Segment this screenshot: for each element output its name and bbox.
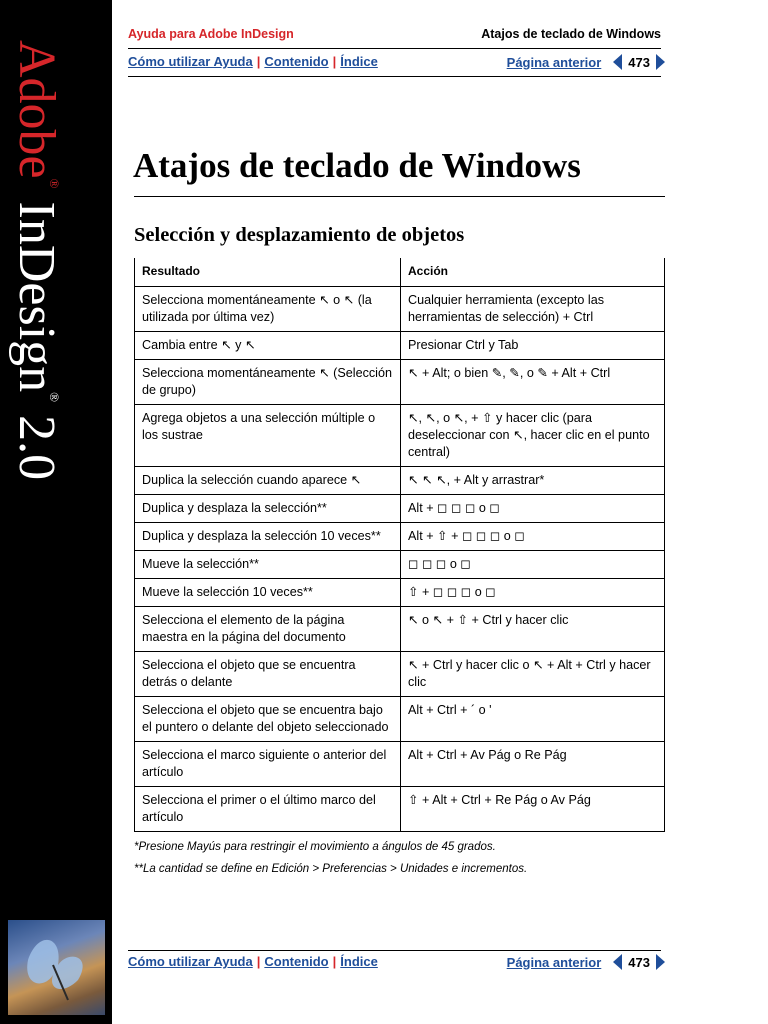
butterfly-thumbnail (8, 920, 105, 1015)
action-cell: ⇧ + ◻ ◻ ◻ o ◻ (401, 579, 665, 607)
top-navigation (128, 54, 665, 74)
header-section-title: Atajos de teclado de Windows (481, 27, 661, 41)
table-row (135, 579, 665, 607)
footnote: **La cantidad se define en Edición > Preferencias > Unidades e incrementos. (134, 863, 528, 875)
result-cell: Cambia entre ↖ y ↖ (135, 332, 401, 360)
shortcuts-table (134, 258, 665, 832)
result-cell: Selecciona el primer o el último marco del artículo (135, 787, 401, 832)
page-number: 473 (628, 954, 650, 970)
previous-page-arrow-icon[interactable] (613, 54, 622, 70)
bottom-navigation (128, 954, 665, 974)
next-page-arrow-icon[interactable] (656, 54, 665, 70)
result-cell: Duplica la selección cuando aparece ↖ (135, 467, 401, 495)
result-cell: Duplica y desplaza la selección 10 veces** (135, 523, 401, 551)
title-rule (134, 196, 665, 197)
table-row (135, 360, 665, 405)
action-cell: Alt + ⇧ + ◻ ◻ ◻ o ◻ (401, 523, 665, 551)
action-cell: ◻ ◻ ◻ o ◻ (401, 551, 665, 579)
action-cell: ↖ + Alt; o bien ✎, ✎, o ✎ + Alt + Ctrl (401, 360, 665, 405)
brand-adobe: Adobe (8, 40, 65, 179)
brand-registered: ® (47, 178, 62, 189)
footer-rule (128, 950, 661, 951)
action-cell: ⇧ + Alt + Ctrl + Re Pág o Av Pág (401, 787, 665, 832)
table-row (135, 787, 665, 832)
brand-registered-2: ® (47, 392, 62, 403)
result-cell: Selecciona el marco siguiente o anterior del artículo (135, 742, 401, 787)
brand-product: InDesign (8, 188, 65, 393)
action-cell: Alt + ◻ ◻ ◻ o ◻ (401, 495, 665, 523)
next-page-arrow-icon[interactable] (656, 954, 665, 970)
nav-rule (128, 76, 661, 77)
help-link[interactable]: Cómo utilizar Ayuda (128, 54, 253, 69)
table-header-row (135, 258, 665, 287)
action-cell: Cualquier herramienta (excepto las herramientas de selección) + Ctrl (401, 287, 665, 332)
action-cell: ↖ + Ctrl y hacer clic o ↖ + Alt + Ctrl y hacer clic (401, 652, 665, 697)
page-number: 473 (628, 54, 650, 70)
result-cell: Selecciona momentáneamente ↖ (Selección de grupo) (135, 360, 401, 405)
result-cell: Selecciona momentáneamente ↖ o ↖ (la utilizada por última vez) (135, 287, 401, 332)
table-row (135, 405, 665, 467)
table-row (135, 551, 665, 579)
brand-logo (8, 40, 65, 481)
table-row (135, 467, 665, 495)
previous-page-arrow-icon[interactable] (613, 954, 622, 970)
result-cell: Selecciona el objeto que se encuentra bajo el puntero o delante del objeto seleccionado (135, 697, 401, 742)
section-title: Selección y desplazamiento de objetos (134, 224, 465, 246)
nav-separator: | (256, 954, 261, 969)
nav-separator: | (332, 54, 337, 69)
nav-separator: | (256, 54, 261, 69)
sidebar (0, 0, 112, 1024)
column-header-action: Acción (401, 258, 665, 287)
previous-page-link[interactable]: Página anterior (506, 54, 602, 70)
result-cell: Mueve la selección 10 veces** (135, 579, 401, 607)
result-cell: Selecciona el objeto que se encuentra detrás o delante (135, 652, 401, 697)
result-cell: Selecciona el elemento de la página maestra en la página del documento (135, 607, 401, 652)
footnotes (134, 836, 527, 880)
footnote: *Presione Mayús para restringir el movimiento a ángulos de 45 grados. (134, 841, 496, 853)
contents-link[interactable]: Contenido (264, 54, 329, 69)
header-rule (128, 48, 661, 49)
header-doc-title: Ayuda para Adobe InDesign (128, 27, 294, 41)
action-cell: Alt + Ctrl + Av Pág o Re Pág (401, 742, 665, 787)
help-link[interactable]: Cómo utilizar Ayuda (128, 954, 253, 969)
table-row (135, 607, 665, 652)
result-cell: Mueve la selección** (135, 551, 401, 579)
result-cell: Agrega objetos a una selección múltiple o los sustrae (135, 405, 401, 467)
table-row (135, 287, 665, 332)
contents-link[interactable]: Contenido (264, 954, 329, 969)
action-cell: ↖, ↖, o ↖, + ⇧ y hacer clic (para deseleccionar con ↖, hacer clic en el punto central) (401, 405, 665, 467)
previous-page-link[interactable]: Página anterior (506, 954, 602, 970)
table-row (135, 332, 665, 360)
index-link[interactable]: Índice (340, 954, 378, 969)
index-link[interactable]: Índice (340, 54, 378, 69)
action-cell: ↖ o ↖ + ⇧ + Ctrl y hacer clic (401, 607, 665, 652)
table-row (135, 495, 665, 523)
result-cell: Duplica y desplaza la selección** (135, 495, 401, 523)
table-row (135, 523, 665, 551)
table-row (135, 742, 665, 787)
action-cell: ↖ ↖ ↖, + Alt y arrastrar* (401, 467, 665, 495)
table-row (135, 652, 665, 697)
nav-separator: | (332, 954, 337, 969)
action-cell: Alt + Ctrl + ´ o ' (401, 697, 665, 742)
action-cell: Presionar Ctrl y Tab (401, 332, 665, 360)
brand-version: 2.0 (8, 402, 65, 481)
table-row (135, 697, 665, 742)
column-header-result: Resultado (135, 258, 401, 287)
page-title: Atajos de teclado de Windows (133, 146, 581, 185)
